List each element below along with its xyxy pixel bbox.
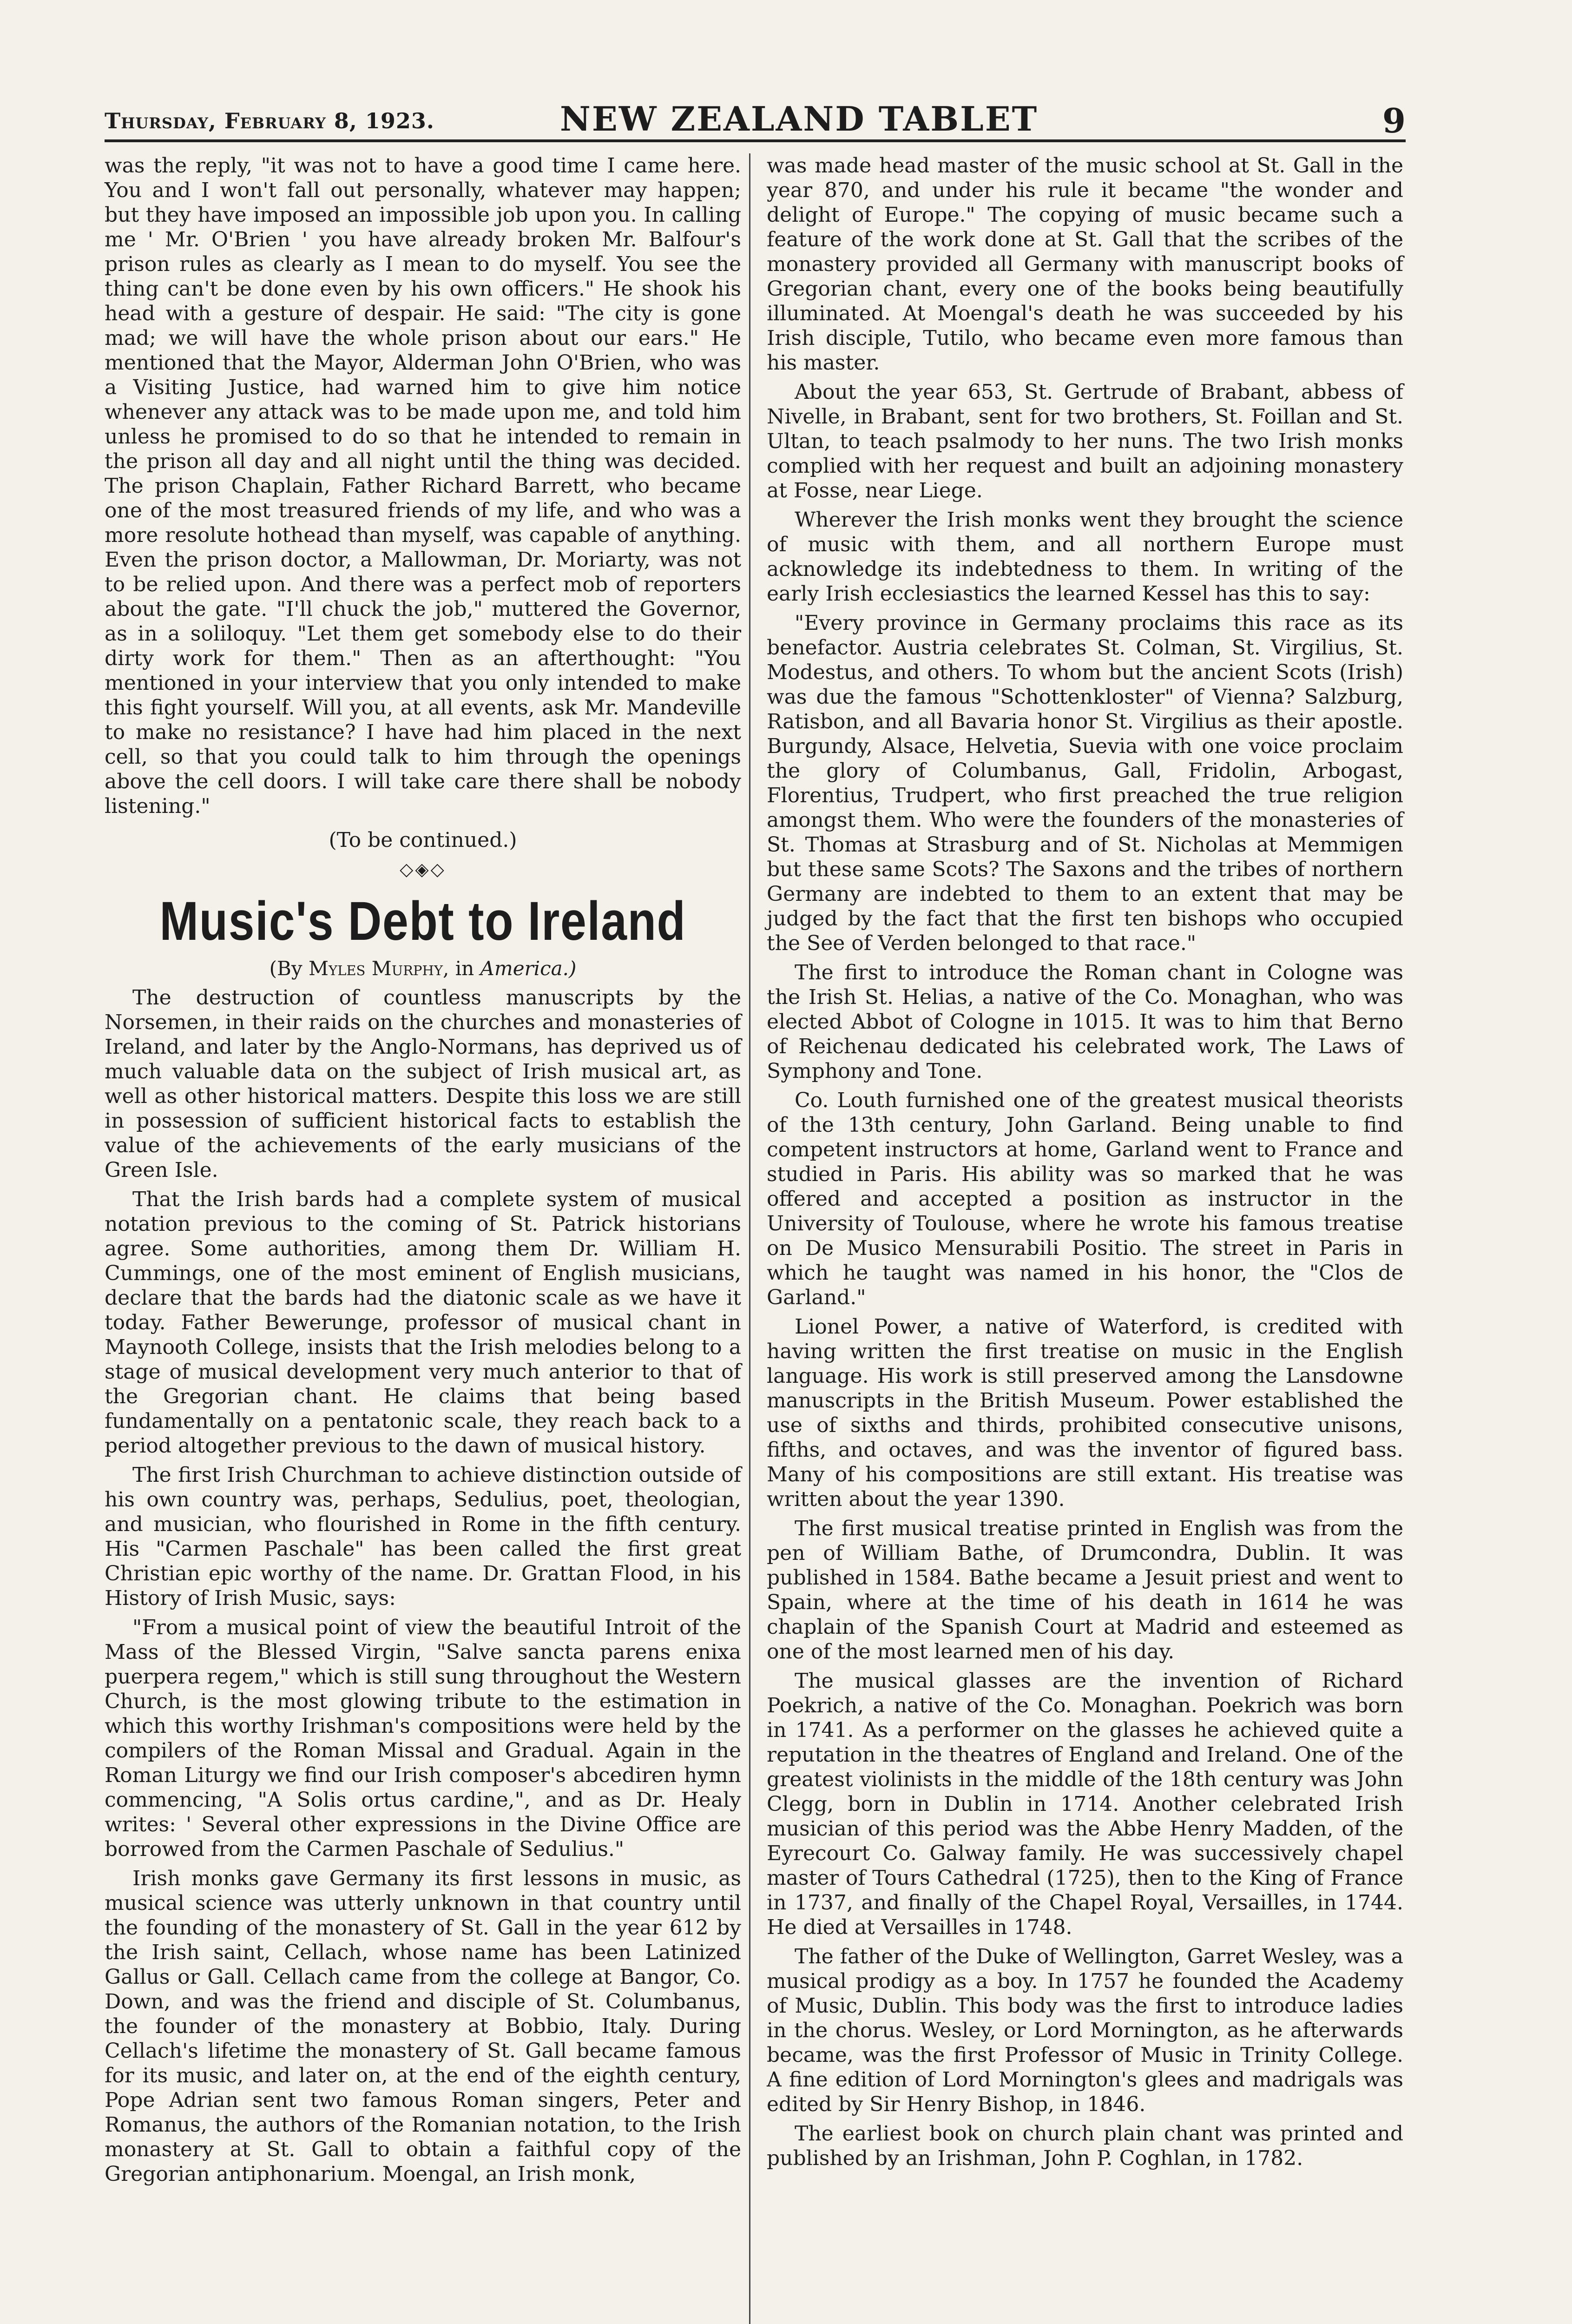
article-paragraph: The earliest book on church plain chant was printed and published by an Irishman, John P. Coghlan, in 1782.: [767, 2122, 1403, 2170]
article-paragraph: Lionel Power, a native of Waterford, is credited with having written the first treatise on music in the English language. His work is still preserved among the Lansdowne manuscripts in the British Museum. Power established the use of sixths and thirds, prohibited consecutive unisons, fifths, and octaves, and was the inventor of figured bass. Many of his compositions are still extant. His treatise was written about the year 1390.: [767, 1315, 1403, 1511]
byline: [105, 956, 741, 981]
article-title: Music's Debt to Ireland: [159, 891, 686, 952]
byline-in: in: [455, 957, 474, 980]
story-continuation-paragraph: was the reply, "it was not to have a good time I came here. You and I won't fall out personally, whatever may happen; but they have imposed an impossible job upon you. In calling me ' Mr. O'Brien ' you have already broken Mr. Balfour's prison rules as clearly as I mean to do myself. You see the thing can't be done even by his own officers." He shook his head with a gesture of despair. He said: "The city is gone mad; we will have the whole prison about our ears." He mentioned that the Mayor, Alderman John O'Brien, who was a Visiting Justice, had warned him to give him notice whenever any attack was to be made upon me, and told him unless he promised to do so that he intended to remain in the prison all day and all night until the thing was decided. The prison Chaplain, Father Richard Barrett, who became one of the most treasured friends of my life, and who was a more resolute hothead than myself, was capable of anything. Even the prison doctor, a Mallowman, Dr. Moriarty, was not to be relied upon. And there was a perfect mob of reporters about the gate. "I'll chuck the job," muttered the Governor, as in a soliloquy. "Let them get somebody else to do their dirty work for them." Then as an afterthought: "You mentioned in your interview that you only intended to make this fight yourself. Will you, at all events, ask Mr. Mandeville to make no resistance? I have had him placed in the next cell, so that you could talk to him through the openings above the cell doors. I will take care there shall be nobody listening.": [105, 154, 741, 818]
article-paragraph: "From a musical point of view the beautiful Introit of the Mass of the Blessed Virgin, "Salve sancta parens enixa puerpera regem," which is still sung throughout the Western Church, is the most glowing tribute to the estimation in which this worthy Irishman's compositions were held by the compilers of the Roman Missal and Gradual. Again in the Roman Liturgy we find our Irish composer's abcediren hymn commencing, "A Solis ortus cardine,", and as Dr. Healy writes: ' Several other expressions in the Divine Office are borrowed from the Carmen Paschale of Sedulius.": [105, 1616, 741, 1861]
page-number: 9: [1382, 101, 1406, 140]
masthead-title: NEW ZEALAND TABLET: [560, 99, 1039, 139]
byline-author: Myles Murphy,: [308, 957, 449, 980]
to-be-continued: (To be continued.): [329, 828, 517, 852]
header-rule: [105, 139, 1406, 142]
article-paragraph: Co. Louth furnished one of the greatest musical theorists of the 13th century, John Garland. Being unable to find competent instructors at home, Garland went to France and studied in Paris. His ability was so marked that he was offered and accepted a position as instructor in the University of Toulouse, where he wrote his famous treatise on De Musico Mensurabili Positio. The street in Paris in which he taught was named in his honor, the "Clos de Garland.": [767, 1089, 1403, 1309]
page-header: [105, 95, 1406, 151]
article-paragraph: The first musical treatise printed in English was from the pen of William Bathe, of Drumcondra, Dublin. It was published in 1584. Bathe became a Jesuit priest and went to Spain, where at the time of his death in 1614 he was chaplain of the Spanish Court at Madrid and esteemed as one of the most learned men of his day.: [767, 1517, 1403, 1664]
article-paragraph: That the Irish bards had a complete system of musical notation previous to the coming of St. Patrick historians agree. Some authorities, among them Dr. William H. Cummings, one of the most eminent of English musicians, declare that the bards had the diatonic scale as we have it today. Father Bewerunge, professor of musical chant in Maynooth College, insists that the Irish melodies belong to a stage of musical development very much anterior to that of the Gregorian chant. He claims that being based fundamentally on a pentatonic scale, they reach back to a period altogether previous to the dawn of musical history.: [105, 1188, 741, 1458]
article-paragraph: About the year 653, St. Gertrude of Brabant, abbess of Nivelle, in Brabant, sent for two brothers, St. Foillan and St. Ultan, to teach psalmody to her nuns. The two Irish monks complied with her request and built an adjoining monastery at Fosse, near Liege.: [767, 380, 1403, 502]
article-paragraph: Irish monks gave Germany its first lessons in music, as musical science was utterly unknown in that country until the founding of the monastery of St. Gall in the year 612 by the Irish saint, Cellach, whose name has been Latinized Gallus or Gall. Cellach came from the college at Bangor, Co. Down, and was the friend and disciple of St. Columbanus, the founder of the monastery at Bobbio, Italy. During Cellach's lifetime the monastery of St. Gall became famous for its music, and later on, at the end of the eighth century, Pope Adrian sent two famous Roman singers, Peter and Romanus, the authors of the Romanian notation, to the Irish monastery at St. Gall to obtain a faithful copy of the Gregorian antiphonarium. Moengal, an Irish monk,: [105, 1867, 741, 2186]
column-divider: [749, 153, 750, 2324]
article-paragraph: "Every province in Germany proclaims this race as its benefactor. Austria celebrates St. Colman, St. Virgilius, St. Modestus, and others. To whom but the ancient Scots (Irish) was due the famous "Schottenkloster" of Vienna? Salzburg, Ratisbon, and all Bavaria honor St. Virgilius as their apostle. Burgundy, Alsace, Helvetia, Suevia with one voice proclaim the glory of Columbanus, Gall, Fridolin, Arbogast, Florentius, Trudpert, who first preached the true religion amongst them. Who were the founders of the monasteries of St. Thomas at Strasburg and of St. Nicholas at Memmigen but these same Scots? The Saxons and the tribes of northern Germany are indebted to them to an extent that may be judged by the fact that the first ten bishops who occupied the See of Verden belonged to that race.": [767, 611, 1403, 955]
byline-prefix: (By: [269, 957, 303, 980]
article-paragraph: The first to introduce the Roman chant in Cologne was the Irish St. Helias, a native of the Co. Monaghan, who was elected Abbot of Cologne in 1015. It was to him that Berno of Reichenau dedicated his celebrated work, The Laws of Symphony and Tone.: [767, 961, 1403, 1083]
issue-date: Thursday, February 8, 1923.: [105, 108, 434, 133]
article-paragraph: Wherever the Irish monks went they brought the science of music with them, and all northern Europe must acknowledge its indebtedness to them. In writing of the early Irish ecclesiastics the learned Kessel has this to say:: [767, 508, 1403, 606]
article-paragraph: The destruction of countless manuscripts by the Norsemen, in their raids on the churches and monasteries of Ireland, and later by the Anglo-Normans, has deprived us of much valuable data on the subject of Irish musical art, as well as other historical matters. Despite this loss we are still in possession of sufficient historical facts to establish the value of the achievements of the early musicians of the Green Isle.: [105, 986, 741, 1182]
left-column: [105, 153, 741, 2191]
article-paragraph: The father of the Duke of Wellington, Garret Wesley, was a musical prodigy as a boy. In 1757 he founded the Academy of Music, Dublin. This body was the first to introduce ladies in the chorus. Wesley, or Lord Mornington, as he afterwards became, was the first Professor of Music in Trinity College. A fine edition of Lord Mornington's glees and madrigals was edited by Sir Henry Bishop, in 1846.: [767, 1945, 1403, 2116]
ornament-divider: ◇◈◇: [400, 859, 446, 879]
right-column: [767, 153, 1403, 2175]
article-paragraph: was made head master of the music school at St. Gall in the year 870, and under his rule it became "the wonder and delight of Europe." The copying of music became such a feature of the work done at St. Gall that the scribes of the monastery provided all Germany with manuscript books of Gregorian chant, every one of the books being beautifully illuminated. At Moengal's death he was succeeded by his Irish disciple, Tutilo, who became even more famous than his master.: [767, 154, 1403, 375]
article-paragraph: The first Irish Churchman to achieve distinction outside of his own country was, perhaps, Sedulius, poet, theologian, and musician, who flourished in Rome in the fifth century. His "Carmen Paschale" has been called the first great Christian epic worthy of the name. Dr. Grattan Flood, in his History of Irish Music, says:: [105, 1463, 741, 1610]
byline-source: America.): [480, 957, 577, 980]
article-paragraph: The musical glasses are the invention of Richard Poekrich, a native of the Co. Monaghan. Poekrich was born in 1741. As a performer on the glasses he achieved quite a reputation in the theatres of England and Ireland. One of the greatest violinists in the middle of the 18th century was John Clegg, born in Dublin in 1714. Another celebrated Irish musician of this period was the Abbe Henry Madden, of the Eyrecourt Co. Galway family. He was successively chapel master of Tours Cathedral (1725), then to the King of France in 1737, and finally of the Chapel Royal, Versailles, in 1744. He died at Versailles in 1748.: [767, 1669, 1403, 1939]
